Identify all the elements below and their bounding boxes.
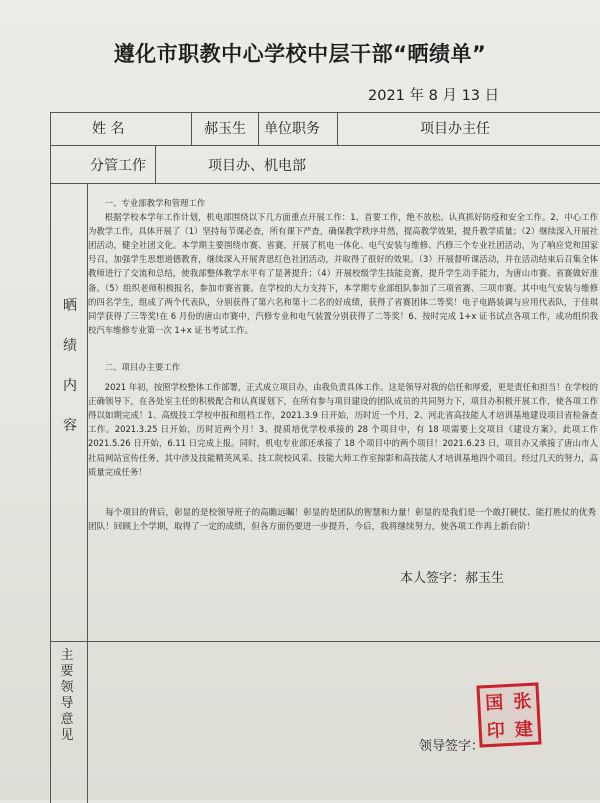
col-divider	[337, 113, 338, 145]
document-title: 遵化市职教中心学校中层干部“晒绩单”	[113, 42, 487, 66]
row-divider	[51, 145, 600, 146]
row-divider	[51, 641, 600, 642]
content-section-label	[60, 296, 80, 456]
self-signature: 本人签字：郝玉生	[400, 571, 505, 586]
section1-body: 根据学校本学年工作计划，机电部围绕以下几方面重点开展工作：1、首要工作，绝不放松。认真抓好防疫和安全工作。2、中心工作为教学工作，具体开展了（1）坚持每节课必查，所有课下严查，确保教学秩序井然，提高教学效果，提升教学质量；（2）继续深入开展社团活动，健全社团文化。本学期主要围绕市赛、省赛，开展了机电一体化、电气安装与维修、汽修三个专业社团活动，为了响应党和国家号召，加强学生思想道德教育，继续深入开展青思红色社团活动，并取得了很好的效果。（3）开展督听课活动，并在活动结束后召集全体教师进行了交流和总结，使我部整体教学水平有了显著提升；（4）开展校级学生技能竞赛，提升学生动手能力，为唐山市赛、省赛做好准备。（5）组织老师积极报名，参加市赛省赛。在学校的大力支持下，本学期专业部组队参加了三项省赛、三项市赛。其中电气安装与维修的四名学生，组成了两个代表队，分别获得了第六名和第十二名的好成绩，获得了省赛团体二等奖！电子电路装调与应用代表队，于佳琪同学获得了三等奖!在 6 月份的唐山市赛中，汽修专业和电气装置分别获得了二等奖！6、按时完成 1+x 证书试点各项工作，成功组织我校汽车维修专业第一次 1+x 证书考试工作。	[88, 212, 598, 335]
col-divider	[191, 113, 192, 145]
section1-heading: 一、专业部教学和管理工作	[104, 198, 206, 208]
col-divider	[155, 145, 156, 183]
leader-opinion-label	[58, 648, 76, 744]
label-char: 晒	[63, 298, 77, 314]
content-section-2	[88, 360, 598, 479]
stamp-char: 张	[512, 690, 532, 713]
section2-heading: 二、项目办主要工作	[104, 362, 181, 372]
label-char: 见	[60, 728, 74, 743]
document-date: 2021 年 8 月 13 日	[368, 88, 500, 104]
name-label: 姓 名	[92, 121, 125, 137]
leader-signature-label: 领导签字：	[419, 739, 485, 754]
closing-paragraph: 每个项目的背后，彰显的是校领导班子的高瞻远瞩！彰显的是团队的智慧和力量！彰显的是我们是一个敢打硬仗、能打胜仗的优秀团队！回顾上个学期，取得了一定的成绩，但各方面仍要进一步提升，今后，我将继续努力，使各项工作再上新台阶！	[88, 508, 596, 533]
position-label: 单位职务	[264, 121, 320, 137]
stamp-char: 印	[486, 720, 506, 743]
label-char: 内	[63, 378, 77, 394]
content-section-1	[88, 196, 598, 337]
red-seal-stamp	[476, 682, 541, 747]
label-char: 意	[60, 712, 74, 727]
label-char: 要	[60, 664, 74, 679]
label-char: 导	[60, 696, 74, 711]
stamp-char: 国	[484, 692, 504, 715]
duty-value: 项目办、机电部	[208, 158, 306, 174]
position-value: 项目办主任	[420, 121, 490, 137]
label-char: 绩	[63, 338, 77, 354]
duty-label: 分管工作	[90, 158, 146, 174]
label-char: 主	[60, 648, 74, 663]
col-divider	[258, 113, 259, 145]
label-char: 领	[60, 680, 74, 695]
name-value: 郝玉生	[204, 121, 246, 137]
label-char: 容	[63, 418, 77, 434]
row-divider	[51, 183, 600, 184]
section2-body: 2021 年初，按照学校整体工作部署，正式成立项目办，由我负责具体工作。这是领导对我的信任和厚爱，更是责任和担当！在学校的正确领导下，在各处室主任的积极配合和认真谋划下，在所有参与项目建设的团队成员的共同努力下，项目办积极开展工作，使各项工作得以如期完成！1、高级技工学校申报和组档工作，2021.3.9 日开始，历时近一个月，2、河北省高技能人才培训基地建设项目省检备查工作。2021.3.25 日开始，历时近两个月！3、提质培优学校承接的 28 个项目中，有 18 项需要上交项目《建设方案》，此项工作 2021.5.26 日开始，6.11 日完成上报。同时，机电专业部还承接了 18 个项目中的两个项目！2021.6.23 日，项目办又承接了唐山市人社局网站宣传任务，其中涉及技能精英风采、技工院校风采、技能大师工作室掠影和高技能人才培训基地四个项目。经过几天的努力，高质量完成任务！	[88, 382, 598, 477]
stamp-char: 建	[514, 718, 534, 741]
